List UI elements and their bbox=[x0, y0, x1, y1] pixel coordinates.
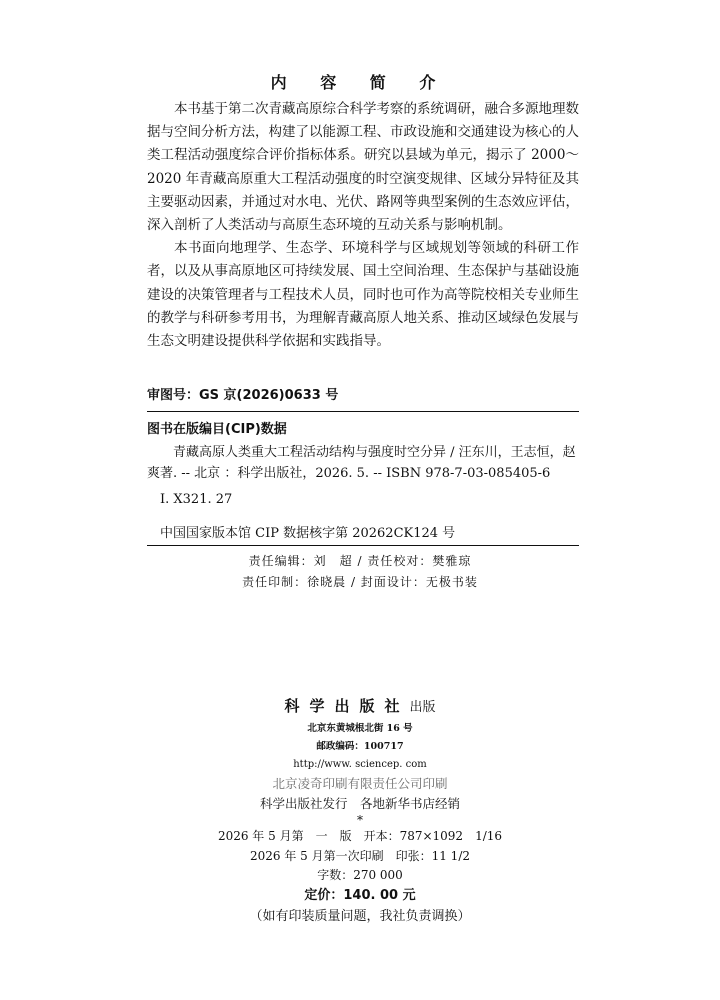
intro-paragraph-1: 本书基于第二次青藏高原综合科学考察的系统调研，融合多源地理数据与空间分析方法，构建了以能源工程、市政设施和交通建设为核心的人类工程活动强度综合评价指标体系。研究以县域为单元，揭示了 2000～2020 年青藏高原重大工程活动强度的时空演变规律、区域分异特征及其主要驱动因素，并通过对水电、光伏、路网等典型案例的生态效应评估，深入剖析了人类活动与高原生态环境的互动关系与影响机制。 bbox=[147, 101, 579, 234]
cip-heading: 图书在版编目(CIP)数据 bbox=[147, 422, 287, 437]
publisher-website: http://www. sciencep. com bbox=[293, 759, 427, 770]
printing-line: 2026 年 5 月第一次印刷 印张：11 1/2 bbox=[249, 848, 470, 863]
editors-line-2: 责任印制：徐晓晨 / 封面设计：无极书装 bbox=[242, 575, 478, 589]
intro-title: 内 容 简 介 bbox=[270, 73, 450, 92]
cip-top-rule bbox=[147, 411, 579, 412]
edition-line: 2026 年 5 月第 一 版 开本：787×1092 1/16 bbox=[217, 829, 503, 843]
printer-line: 北京凌奇印刷有限责任公司印刷 bbox=[272, 776, 448, 791]
price-line: 定价：140. 00 元 bbox=[304, 887, 416, 903]
separator-star: * bbox=[357, 813, 363, 827]
publisher-postcode: 邮政编码：100717 bbox=[316, 741, 404, 752]
quality-note: （如有印装质量问题，我社负责调换） bbox=[249, 908, 471, 924]
editors-block bbox=[0, 551, 720, 593]
publisher-address: 北京东黄城根北街 16 号 bbox=[307, 723, 413, 734]
cip-entry bbox=[147, 442, 579, 484]
cip-classification: Ⅰ. X321. 27 bbox=[160, 492, 233, 507]
word-count-line: 字数：270 000 bbox=[317, 868, 403, 882]
intro-text bbox=[147, 98, 579, 353]
cip-bottom-rule bbox=[147, 545, 579, 546]
cip-record-number: 中国国家版本馆 CIP 数据核字第 20262CK124 号 bbox=[160, 526, 456, 541]
intro-paragraph-2: 本书面向地理学、生态学、环境科学与区域规划等领域的科研工作者，以及从事高原地区可持续发展、国土空间治理、生态保护与基础设施建设的决策管理者与工程技术人员，同时也可作为高等院校相关专业师生的教学与科研参考用书，为理解青藏高原人地关系、推动区域绿色发展与生态文明建设提供科学依据和实践指导。 bbox=[147, 240, 579, 350]
publisher-suffix: 出版 bbox=[409, 700, 436, 715]
publisher-line bbox=[0, 695, 720, 716]
publisher-name: 科学出版社 bbox=[284, 697, 410, 715]
colophon bbox=[0, 720, 720, 927]
editors-line-1: 责任编辑：刘 超 / 责任校对：樊雅琼 bbox=[248, 554, 472, 568]
review-number: 审图号：GS 京(2026)0633 号 bbox=[147, 388, 339, 403]
cip-entry-text: 青藏高原人类重大工程活动结构与强度时空分异 / 汪东川，王志恒，赵爽著. -- 北京 ：科学出版社，2026. 5. -- ISBN 978-7-03-085405-6 bbox=[147, 445, 576, 481]
distribution-line: 科学出版社发行 各地新华书店经销 bbox=[259, 795, 460, 811]
